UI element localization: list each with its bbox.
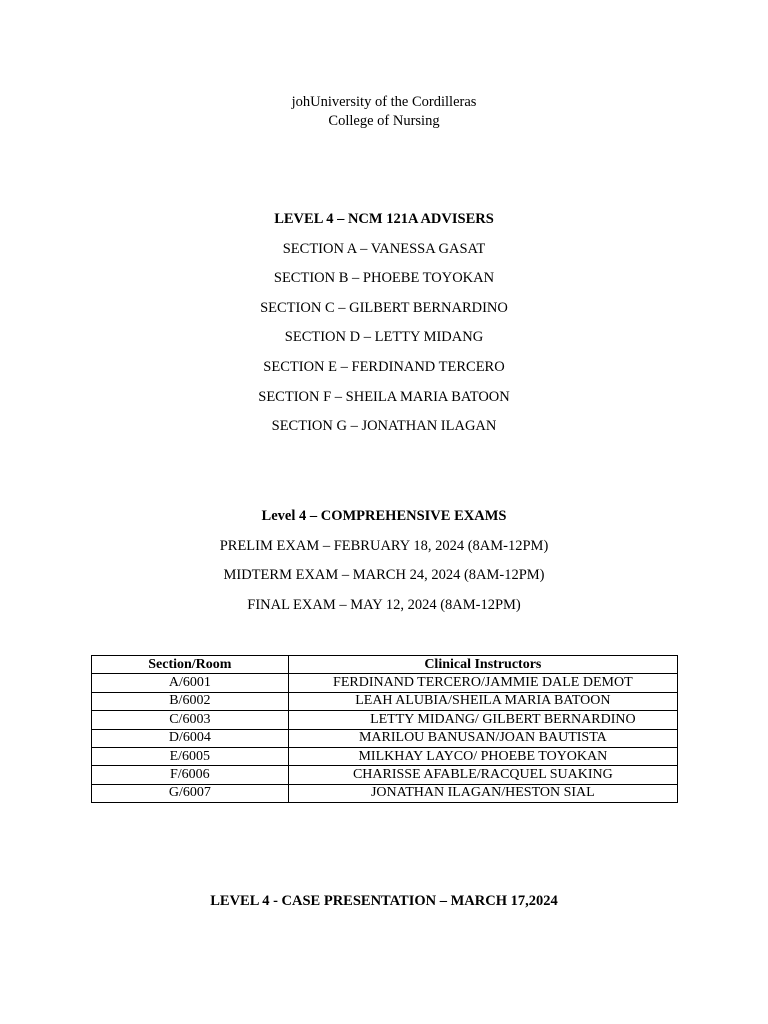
clinical-instructors-table bbox=[91, 655, 678, 803]
table-row bbox=[92, 766, 678, 784]
exam-midterm: MIDTERM EXAM – MARCH 24, 2024 (8AM-12PM) bbox=[223, 567, 545, 584]
table-row bbox=[92, 747, 678, 765]
cell-instructors: MILKHAY LAYCO/ PHOEBE TOYOKAN bbox=[288, 747, 677, 765]
cell-section-room: G/6007 bbox=[92, 784, 289, 802]
adviser-section-e: SECTION E – FERDINAND TERCERO bbox=[263, 358, 505, 375]
table-header-row bbox=[92, 656, 678, 674]
exam-prelim: PRELIM EXAM – FEBRUARY 18, 2024 (8AM-12PM) bbox=[219, 537, 549, 554]
adviser-section-c: SECTION C – GILBERT BERNARDINO bbox=[260, 299, 508, 316]
cell-instructors: CHARISSE AFABLE/RACQUEL SUAKING bbox=[288, 766, 677, 784]
cell-section-room: A/6001 bbox=[92, 674, 289, 692]
cell-instructors: LEAH ALUBIA/SHEILA MARIA BATOON bbox=[288, 692, 677, 710]
cell-instructors: FERDINAND TERCERO/JAMMIE DALE DEMOT bbox=[288, 674, 677, 692]
college-name: College of Nursing bbox=[328, 113, 440, 129]
advisers-title: LEVEL 4 – NCM 121A ADVISERS bbox=[274, 211, 494, 227]
cell-section-room: E/6005 bbox=[92, 747, 289, 765]
university-name: johUniversity of the Cordilleras bbox=[291, 94, 477, 110]
cell-section-room: C/6003 bbox=[92, 711, 289, 729]
table-row bbox=[92, 711, 678, 729]
advisers-section bbox=[0, 209, 768, 446]
adviser-section-g: SECTION G – JONATHAN ILAGAN bbox=[271, 418, 497, 435]
case-presentation-heading: LEVEL 4 - CASE PRESENTATION – MARCH 17,2024 bbox=[210, 893, 558, 909]
cell-section-room: D/6004 bbox=[92, 729, 289, 747]
document-header bbox=[0, 93, 768, 131]
adviser-section-b: SECTION B – PHOEBE TOYOKAN bbox=[273, 270, 495, 287]
column-header-section-room: Section/Room bbox=[92, 656, 289, 674]
cell-section-room: B/6002 bbox=[92, 692, 289, 710]
exams-section bbox=[0, 506, 768, 624]
cell-section-room: F/6006 bbox=[92, 766, 289, 784]
adviser-section-d: SECTION D – LETTY MIDANG bbox=[284, 329, 484, 346]
column-header-clinical-instructors: Clinical Instructors bbox=[288, 656, 677, 674]
cell-instructors: LETTY MIDANG/ GILBERT BERNARDINO bbox=[288, 711, 677, 729]
table-row bbox=[92, 729, 678, 747]
exam-final: FINAL EXAM – MAY 12, 2024 (8AM-12PM) bbox=[247, 596, 521, 613]
table-row bbox=[92, 784, 678, 802]
cell-instructors: MARILOU BANUSAN/JOAN BAUTISTA bbox=[288, 729, 677, 747]
table-row bbox=[92, 692, 678, 710]
cell-instructors: JONATHAN ILAGAN/HESTON SIAL bbox=[288, 784, 677, 802]
adviser-section-f: SECTION F – SHEILA MARIA BATOON bbox=[258, 388, 510, 405]
exams-title: Level 4 – COMPREHENSIVE EXAMS bbox=[261, 508, 507, 524]
table-row bbox=[92, 674, 678, 692]
adviser-section-a: SECTION A – VANESSA GASAT bbox=[282, 240, 486, 257]
